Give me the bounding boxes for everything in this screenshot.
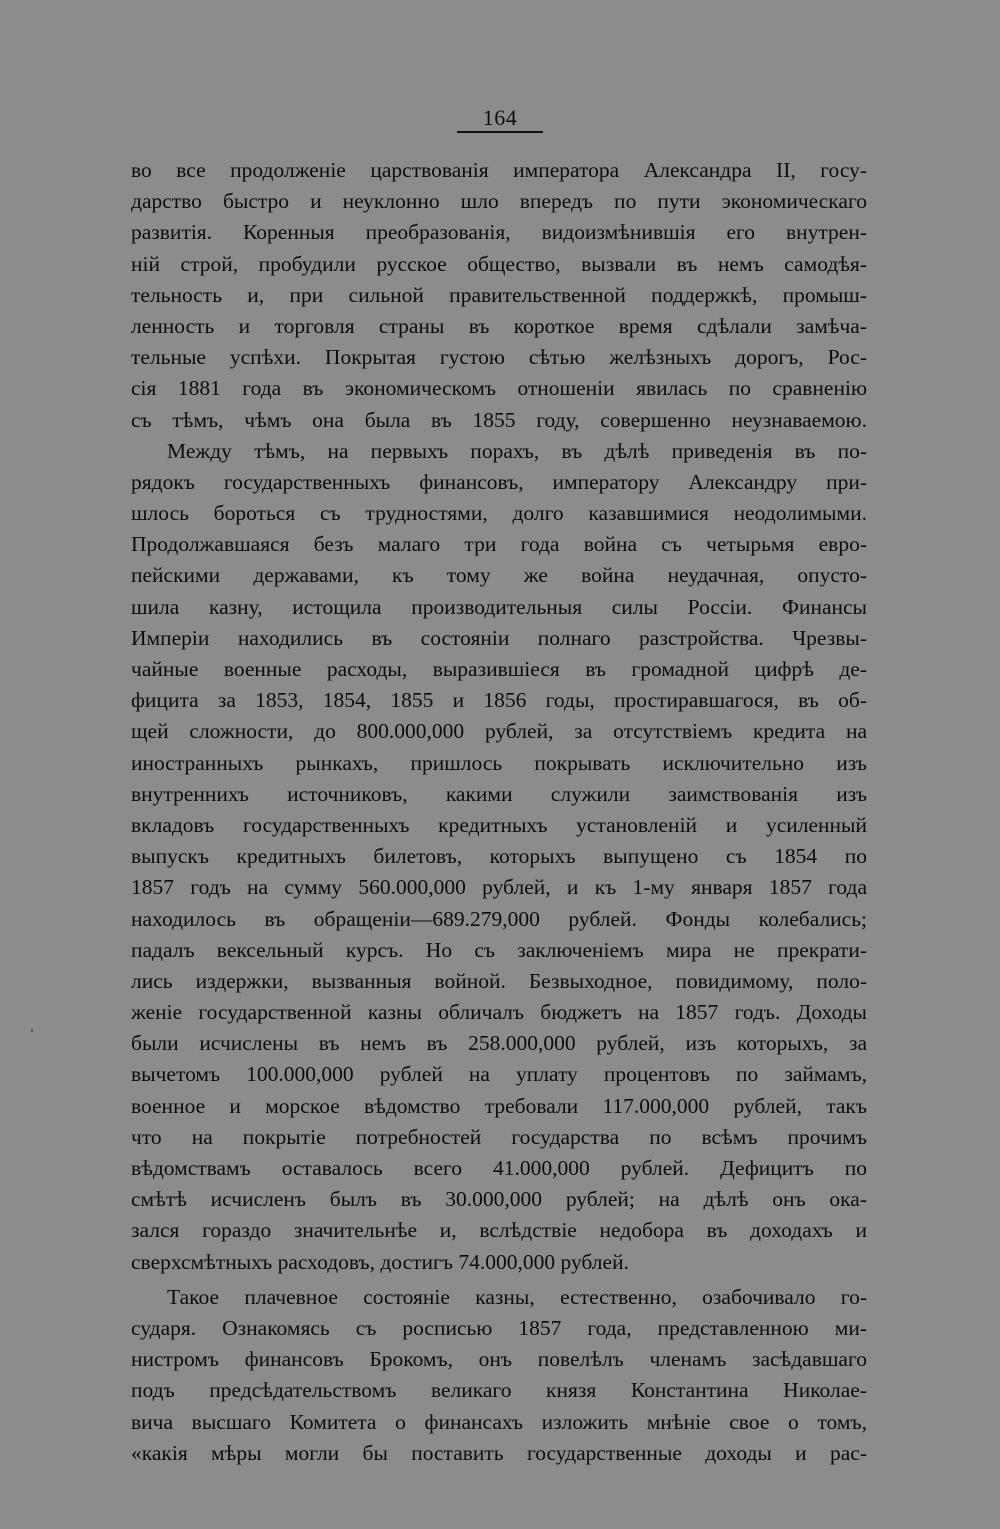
text-line: Такое плачевное состояніе казны, естественно, озабочивало го- — [167, 1284, 867, 1309]
text-line: внутреннихъ источниковъ, какими служили заимствованія изъ — [131, 781, 867, 806]
page-number: 164 — [482, 105, 518, 130]
text-line: чайные военные расходы, выразившіеся въ громадной цифрѣ де- — [131, 657, 867, 681]
text-line: женіе государственной казны обличалъ бюджетъ на 1857 годъ. Доходы — [131, 1000, 867, 1025]
text-line: шлось бороться съ трудностями, долго казавшимися неодолимыми. — [131, 501, 867, 526]
text-line: подъ предсѣдательствомъ великаго князя Константина Николае- — [131, 1378, 867, 1403]
text-line: развитія. Коренныя преобразованія, видоизмѣнившія его внутрен- — [131, 220, 867, 245]
text-line: Между тѣмъ, на первыхъ порахъ, въ дѣлѣ приведенія въ по- — [167, 438, 867, 463]
text-line: лись издержки, вызванныя войной. Безвыходное, повидимому, поло- — [131, 968, 867, 993]
page-number-rule — [457, 131, 543, 133]
text-line: съ тѣмъ, чѣмъ она была въ 1855 году, совершенно неузнаваемою. — [131, 407, 867, 432]
text-line: вычетомъ 100.000,000 рублей на уплату процентовъ по займамъ, — [131, 1062, 867, 1087]
text-line: рядокъ государственныхъ финансовъ, императору Александру при- — [131, 469, 867, 494]
text-line: Продолжавшаяся безъ малаго три года война съ четырьмя евро- — [131, 532, 867, 557]
text-line: падалъ вексельный курсъ. Но съ заключеніемъ мира не прекрати- — [131, 937, 867, 962]
text-line: выпускъ кредитныхъ билетовъ, которыхъ выпущено съ 1854 по — [131, 844, 867, 869]
paragraph-1 — [131, 155, 867, 436]
text-line: тельность и, при сильной правительственной поддержкѣ, промыш- — [131, 282, 867, 307]
text-line: дарство быстро и неуклонно шло впередъ по пути экономическаго — [131, 189, 867, 214]
text-line: вича высшаго Комитета о финансахъ изложить мнѣніе свое о томъ, — [131, 1409, 867, 1434]
paragraph-3 — [131, 1282, 867, 1469]
paragraph-2 — [131, 436, 867, 1278]
text-line: пейскими державами, къ тому же война неудачная, опусто- — [131, 563, 867, 588]
text-column — [131, 155, 867, 1469]
text-line: ленность и торговля страны въ короткое время сдѣлали замѣча- — [131, 313, 867, 338]
text-line: сія 1881 года въ экономическомъ отношеніи явилась по сравненію — [131, 376, 867, 401]
text-line: военное и морское вѣдомство требовали 117.000,000 рублей, такъ — [131, 1093, 867, 1118]
text-line: шила казну, истощила производительныя силы Россіи. Финансы — [131, 594, 867, 619]
text-line: сверхсмѣтныхъ расходовъ, достигъ 74.000,000 рублей. — [131, 1249, 629, 1274]
text-line: что на покрытіе потребностей государства по всѣмъ прочимъ — [131, 1124, 867, 1149]
text-line: находилось въ обращеніи—689.279,000 рублей. Фонды колебались; — [131, 906, 867, 931]
text-line: «какія мѣры могли бы поставить государственные доходы и рас- — [131, 1440, 867, 1465]
text-line: тельные успѣхи. Покрытая густою сѣтью желѣзныхъ дорогъ, Рос- — [131, 345, 867, 370]
text-line: зался гораздо значительнѣе и, вслѣдствіе недобора въ доходахъ и — [131, 1218, 867, 1243]
text-line: смѣтѣ исчисленъ былъ въ 30.000,000 рублей; на дѣлѣ онъ ока- — [131, 1187, 867, 1212]
text-line: щей сложности, до 800.000,000 рублей, за отсутствіемъ кредита на — [131, 719, 867, 744]
text-line: ній строй, пробудили русское общество, вызвали въ немъ самодѣя- — [131, 251, 867, 276]
text-line: фицита за 1853, 1854, 1855 и 1856 годы, простиравшагося, въ об- — [131, 688, 867, 713]
text-line: 1857 годъ на сумму 560.000,000 рублей, и къ 1-му января 1857 года — [131, 875, 867, 900]
text-line: нистромъ финансовъ Брокомъ, онъ повелѣлъ членамъ засѣдавшаго — [131, 1347, 867, 1372]
text-line: во все продолженіе царствованія императора Александра II, госу- — [131, 158, 867, 182]
text-line: сударя. Ознакомясь съ росписью 1857 года, представленною ми- — [131, 1315, 867, 1340]
text-line: были исчислены въ немъ въ 258.000,000 рублей, изъ которыхъ, за — [131, 1031, 867, 1056]
text-line: иностранныхъ рынкахъ, пришлось покрывать исключительно изъ — [131, 750, 867, 775]
text-line: вѣдомствамъ оставалось всего 41.000,000 рублей. Дефицитъ по — [131, 1156, 867, 1180]
scan-speck — [31, 1029, 33, 1032]
text-line: Имперіи находились въ состояніи полнаго разстройства. Чрезвы- — [131, 625, 867, 650]
text-line: вкладовъ государственныхъ кредитныхъ установленій и усиленный — [131, 812, 867, 837]
